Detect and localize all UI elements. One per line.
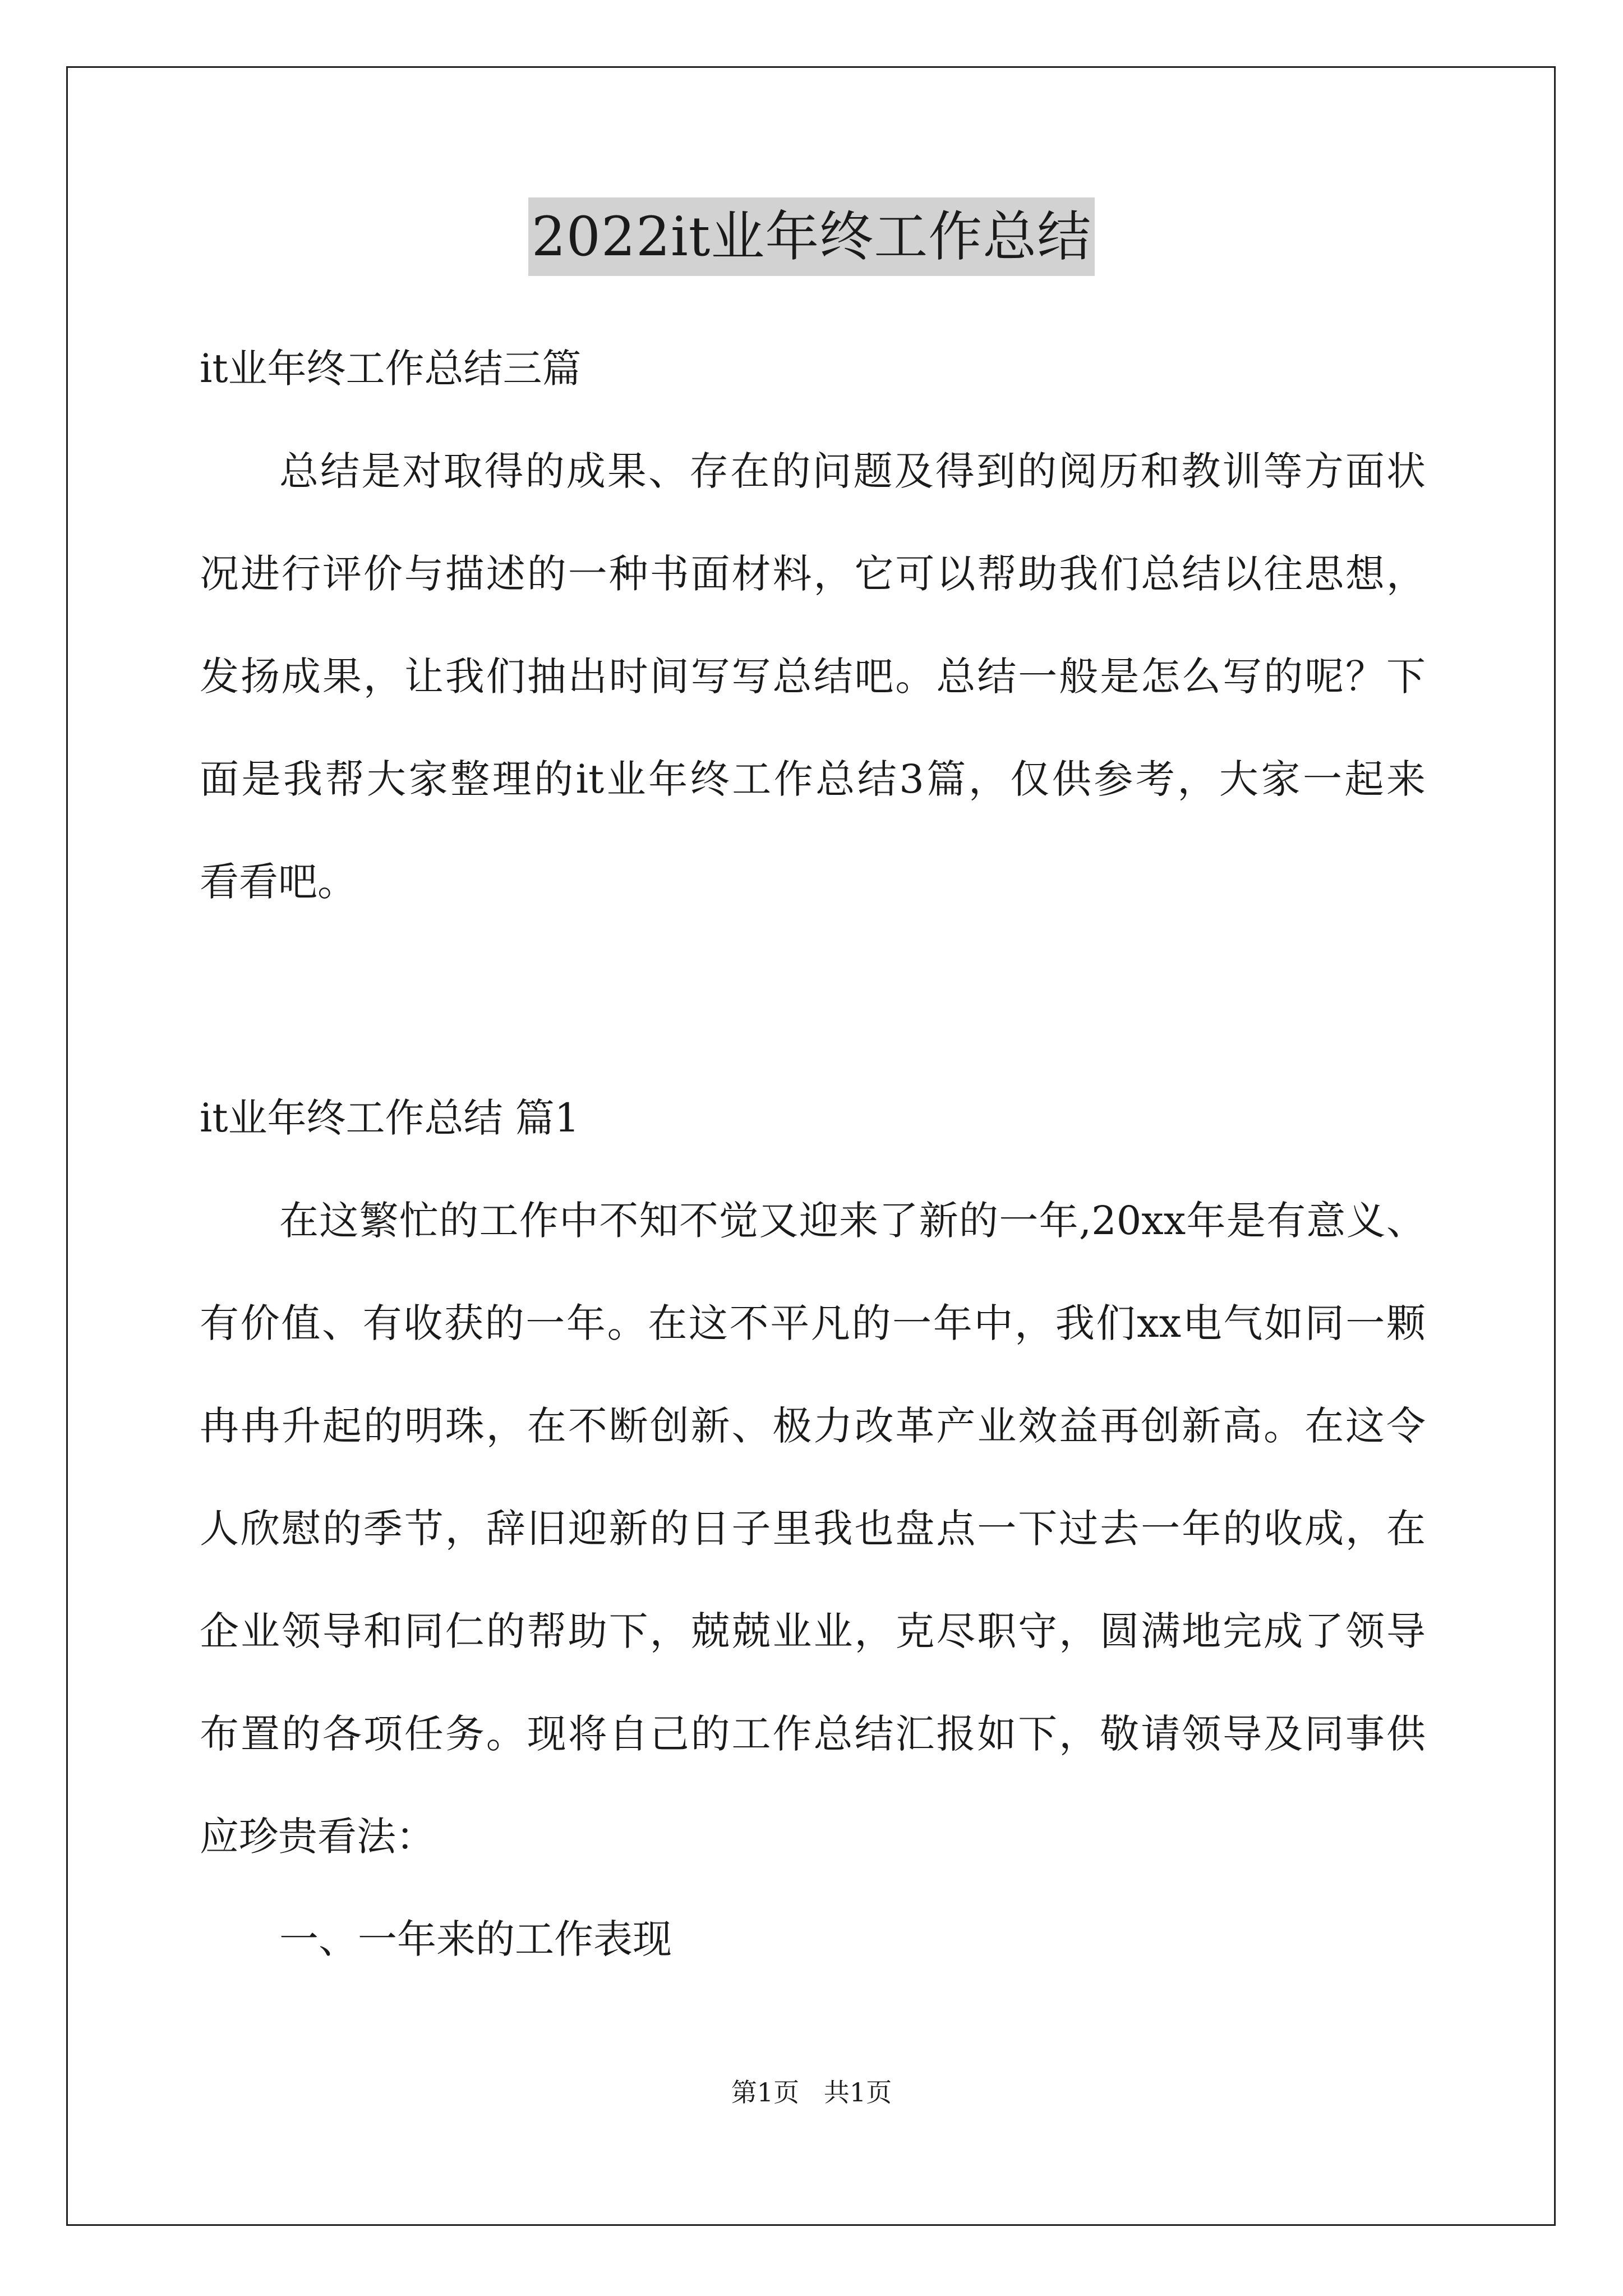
document-title: 2022it业年终工作总结: [528, 197, 1095, 276]
section1-line-1: 在这繁忙的工作中不知不觉又迎来了新的一年,20xx年是有意义、: [279, 1198, 1426, 1244]
section1-line-2: 有价值、有收获的一年。在这不平凡的一年中，我们xx电气如同一颗: [200, 1300, 1426, 1346]
section1-line-4: 人欣慰的季节，辞旧迎新的日子里我也盘点一下过去一年的收成，在: [200, 1506, 1426, 1552]
title-container: [0, 197, 1623, 276]
section1-line-6: 布置的各项任务。现将自己的工作总结汇报如下，敬请领导及同事供: [200, 1711, 1426, 1757]
section1-line-3: 冉冉升起的明珠，在不断创新、极力改革产业效益再创新高。在这令: [200, 1403, 1426, 1449]
intro-line-3: 发扬成果，让我们抽出时间写写总结吧。总结一般是怎么写的呢？下: [200, 654, 1426, 700]
section1-line-7: 应珍贵看法：: [200, 1814, 435, 1860]
intro-line-2: 况进行评价与描述的一种书面材料，它可以帮助我们总结以往思想，: [200, 551, 1426, 597]
document-subtitle: it业年终工作总结三篇: [200, 346, 582, 392]
section-subheading: 一、一年来的工作表现: [279, 1916, 672, 1962]
intro-line-5: 看看吧。: [200, 859, 357, 905]
page-footer: 第1页 共1页: [731, 2077, 892, 2108]
intro-line-4: 面是我帮大家整理的it业年终工作总结3篇，仅供参考，大家一起来: [200, 756, 1426, 802]
intro-line-1: 总结是对取得的成果、存在的问题及得到的阅历和教训等方面状: [279, 448, 1426, 494]
section1-heading: it业年终工作总结 篇1: [200, 1095, 580, 1141]
section1-line-5: 企业领导和同仁的帮助下，兢兢业业，克尽职守，圆满地完成了领导: [200, 1608, 1426, 1654]
